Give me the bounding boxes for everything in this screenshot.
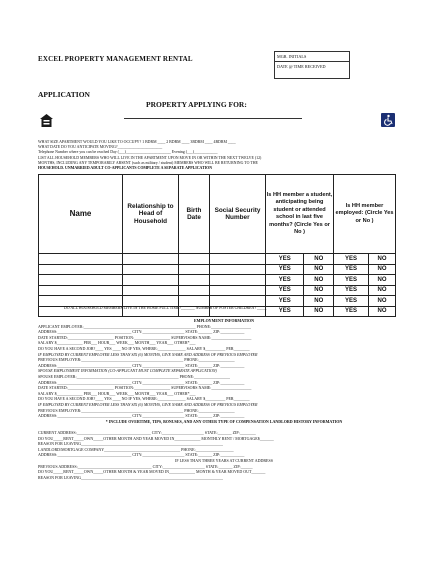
manager-initials-field[interactable]: MGR. INITIALS xyxy=(275,52,349,62)
compensation-note: * INCLUDE OVERTIME, TIPS, BONUSES, AND ANY OTHER TYPE OF COMPENSATION LANDLORD HISTORY INFORMATION xyxy=(105,418,343,424)
name-cell[interactable] xyxy=(39,285,123,296)
relationship-cell[interactable] xyxy=(123,254,179,265)
household-row xyxy=(39,285,396,296)
employed-no[interactable]: NO xyxy=(369,264,396,275)
landlord-section xyxy=(38,430,410,480)
birth-date-header: Birth Date xyxy=(179,175,210,254)
employed-yes[interactable]: YES xyxy=(334,275,369,286)
student-no[interactable]: NO xyxy=(304,306,334,317)
employment-line[interactable]: DO YOU HAVE A SECOND JOB?____ YES ____ NO IF YES, WHERE:______________ SALARY $__________ PER________ xyxy=(38,345,250,351)
household-members-table xyxy=(38,174,396,317)
company-title: EXCEL PROPERTY MANAGEMENT RENTAL xyxy=(38,55,193,63)
student-no[interactable]: NO xyxy=(304,275,334,286)
employed-no[interactable]: NO xyxy=(369,254,396,265)
birth-date-cell[interactable] xyxy=(179,296,210,307)
employed-yes[interactable]: YES xyxy=(334,296,369,307)
employment-line[interactable]: ADDRESS:_____________________________________ CITY:_____________________ STATE:_______ ZIP:____________ xyxy=(38,329,245,335)
ssn-cell[interactable] xyxy=(210,264,266,275)
employed-yes[interactable]: YES xyxy=(334,264,369,275)
employed-no[interactable]: NO xyxy=(369,296,396,307)
household-instructions: LIST ALL HOUSEHOLD MEMBERS WHO WILL LIVE IN THE APARTMENT UPON MOVE IN OR WITHIN THE NEXT TWELVE (12) xyxy=(38,155,262,160)
employed-no[interactable]: NO xyxy=(369,285,396,296)
landlord-line[interactable]: CURRENT ADDRESS:_____________________________________ CITY:_____________________ STATE:_______ ZIP:________ xyxy=(38,430,256,435)
employed-yes[interactable]: YES xyxy=(334,254,369,265)
landlord-line[interactable]: LANDLORD/MORTGAGE COMPANY______________________________________ PHONE:___________________ xyxy=(38,446,234,452)
employment-note: IF EMPLOYED BY CURRENT EMPLOYER LESS THAN SIX (6) MONTHS, GIVE NAME AND ADDRESS OF PREVIOUS EMPLOYER xyxy=(38,401,258,407)
employed-yes[interactable]: YES xyxy=(334,306,369,317)
student-no[interactable]: NO xyxy=(304,296,334,307)
ssn-cell[interactable] xyxy=(210,296,266,307)
wheelchair-accessible-icon xyxy=(381,113,395,127)
employment-line[interactable]: ADDRESS:_____________________________________ CITY:_____________________ STATE:_______ ZIP:____________ xyxy=(38,413,245,419)
employment-heading: EMPLOYMENT INFORMATION xyxy=(194,318,254,323)
application-heading: APPLICATION xyxy=(38,90,90,99)
student-no[interactable]: NO xyxy=(304,285,334,296)
telephone-line[interactable]: Telephone Number where you can be reached Day (___)_______________________ Evening (___)____________ xyxy=(38,150,218,155)
ssn-cell[interactable] xyxy=(210,275,266,286)
employment-line[interactable]: DATE STARTED:_______________________ POSITION:__________________ SUPERVISORS NAME:____________________ xyxy=(38,334,252,340)
ssn-header: Social Security Number xyxy=(210,175,266,254)
landlord-line[interactable]: REASON FOR LEAVING_______________________________________________________________________ xyxy=(38,441,224,447)
property-applying-label: PROPERTY APPLYING FOR: xyxy=(146,100,247,109)
relationship-cell[interactable] xyxy=(123,275,179,286)
employment-line[interactable]: DO YOU HAVE A SECOND JOB?____ YES ____ NO IF YES, WHERE:______________ SALARY $__________ PER________ xyxy=(38,396,250,402)
employment-line[interactable]: SALARY $_____________ PER___ HOUR___ WEEK___ MONTH___ YEAR___ OTHER*___ xyxy=(38,390,196,396)
employed-no[interactable]: NO xyxy=(369,306,396,317)
employment-note: IF EMPLOYED BY CURRENT EMPLOYER LESS THAN SIX (6) MONTHS, GIVE NAME AND ADDRESS OF PREVIOUS EMPLOYER xyxy=(38,351,258,357)
landlord-line[interactable]: DO YOU_____RENT_____OWN_____OTHER MONTH & YEAR MOVED IN_____________ MONTH & YEAR MOVED OUT_______ xyxy=(38,469,266,475)
property-applying-field[interactable] xyxy=(124,118,302,119)
employment-line[interactable]: PREVIOUS EMPLOYER:___________________________________________________ PHONE:__________________ xyxy=(38,357,235,363)
relationship-header: Relationship to Head of Household xyxy=(123,175,179,254)
employed-no[interactable]: NO xyxy=(369,275,396,286)
student-yes[interactable]: YES xyxy=(266,306,304,317)
spouse-heading: SPOUSE EMPLOYMENT INFORMATION (CO-APPLICANT MUST COMPLETE SEPARATE APPLICATION) xyxy=(38,368,217,374)
household-row xyxy=(39,254,396,265)
apartment-size-line[interactable]: WHAT SIZE APARTMENT WOULD YOU LIKE TO OCCUPY? 1 BDRM ____ 2 BDRM ____ 3BDRM ____ 4BDRM ____ xyxy=(38,140,236,144)
landlord-line[interactable]: DO YOU_____RENT_____OWN_____OTHER MONTH AND YEAR MOVED IN_____________ MONTHLY RENT / MORTGAGE$_______ xyxy=(38,435,274,441)
employment-section xyxy=(38,318,410,424)
name-cell[interactable] xyxy=(39,296,123,307)
relationship-cell[interactable] xyxy=(123,285,179,296)
employment-line[interactable]: SALARY $_____________ PER___ HOUR___ WEEK___ MONTH___ YEAR___ OTHER*___ xyxy=(38,340,196,346)
employment-line[interactable]: SPOUSE EMPLOYER:___________________________________________________ PHONE:__________________ xyxy=(38,373,231,379)
student-yes[interactable]: YES xyxy=(266,296,304,307)
student-no[interactable]: NO xyxy=(304,264,334,275)
employment-line[interactable]: ADDRESS:_____________________________________ CITY:_____________________ STATE:_______ ZIP:____________ xyxy=(38,379,245,385)
landlord-line[interactable]: ADDRESS:_____________________________________ CITY:_____________________ STATE:_______ ZIP:____________ xyxy=(38,452,245,458)
name-cell[interactable] xyxy=(39,254,123,265)
employment-line[interactable]: PREVIOUS EMPLOYER:___________________________________________________ PHONE:__________________ xyxy=(38,407,235,413)
employment-line[interactable]: APPLICANT EMPLOYER:________________________________________________________ PHONE:____________________ xyxy=(38,323,252,329)
move-date-line[interactable]: WHAT DATE DO YOU ANTICIPATE MOVING?_______________________ xyxy=(38,145,163,150)
ssn-cell[interactable] xyxy=(210,254,266,265)
employed-yes[interactable]: YES xyxy=(334,285,369,296)
office-use-box xyxy=(274,51,350,79)
student-yes[interactable]: YES xyxy=(266,285,304,296)
student-yes[interactable]: YES xyxy=(266,254,304,265)
household-row xyxy=(39,275,396,286)
equal-housing-icon xyxy=(39,113,54,128)
employment-line[interactable]: DATE STARTED:_______________________ POSITION:__________________ SUPERVISORS NAME:____________________ xyxy=(38,385,252,391)
birth-date-cell[interactable] xyxy=(179,264,210,275)
household-instructions: MONTHS, INCLUDING ANY TEMPORARILY ABSENT (such as military / student) MEMBERS WHO WILL BE RETURNING TO THE xyxy=(38,160,258,165)
relationship-cell[interactable] xyxy=(123,264,179,275)
household-instructions: HOUSEHOLD. UNMARRIED ADULT CO-APPLICANTS COMPLETE A SEPARATE APPLICATION xyxy=(38,166,213,171)
name-cell[interactable] xyxy=(39,275,123,286)
household-row xyxy=(39,264,396,275)
student-header: Is HH member a student, anticipating being student or attended school in last five months? (Circle Yes or No ) xyxy=(266,175,334,254)
relationship-cell[interactable] xyxy=(123,296,179,307)
name-cell[interactable] xyxy=(39,264,123,275)
household-fulltime-line[interactable]: DO ALL HOUSEHOLD MEMBERS LIVE IN THE HOME FULL TIME?_______ NUMBER OF FOSTER CHILDREN? _____ xyxy=(64,306,267,310)
name-header: Name xyxy=(39,175,123,254)
employed-header: Is HH member employed: (Circle Yes or No ) xyxy=(334,175,396,254)
employment-line[interactable]: ADDRESS:_____________________________________ CITY:_____________________ STATE:_______ ZIP:____________ xyxy=(38,362,245,368)
birth-date-cell[interactable] xyxy=(179,285,210,296)
landlord-note: IF LESS THAN THREE YEARS AT CURRENT ADDRESS xyxy=(175,457,273,463)
student-yes[interactable]: YES xyxy=(266,275,304,286)
landlord-line[interactable]: REASON FOR LEAVING_______________________________________________________________________ xyxy=(38,474,224,480)
date-time-received-field[interactable]: DATE @ TIME RECEIVED xyxy=(277,64,326,69)
birth-date-cell[interactable] xyxy=(179,254,210,265)
landlord-line[interactable]: PREVIOUS ADDRESS:_____________________________________ CITY:_____________________ STATE:_______ ZIP:______ xyxy=(38,463,253,469)
student-yes[interactable]: YES xyxy=(266,264,304,275)
birth-date-cell[interactable] xyxy=(179,275,210,286)
household-row xyxy=(39,296,396,307)
student-no[interactable]: NO xyxy=(304,254,334,265)
ssn-cell[interactable] xyxy=(210,285,266,296)
intro-questions xyxy=(38,140,410,171)
